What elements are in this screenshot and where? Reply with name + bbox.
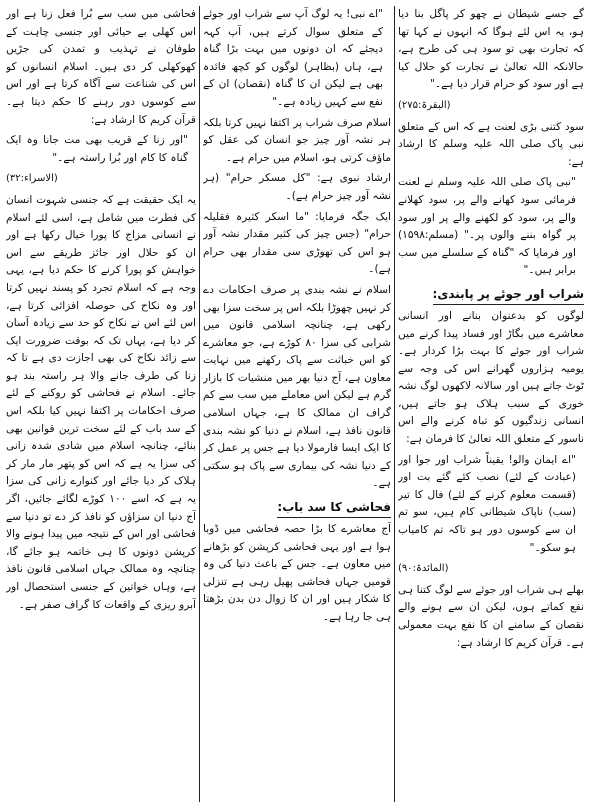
- column-divider: [199, 6, 200, 802]
- citation: (الاسراء:۳۲): [6, 173, 58, 185]
- paragraph: اسلام صرف شراب پر اکتفا نہیں کرتا بلکہ ہر نشہ آور چیز جو انسان کی عقل کو ماؤف کرتی ہو، اسلام میں حرام ہے۔: [203, 116, 391, 164]
- text-column-middle: [203, 6, 391, 804]
- paragraph: گے جسے شیطان نے چھو کر پاگل بنا دیا ہو، یہ اس لئے ہوگا کہ انہوں نے کہا تھا کہ تجارت بھی تو سود ہی کی طرح ہے، حالانکہ اللہ تعالیٰ نے تجارت کو حلال کیا ہے اور سود کو حرام قرار دیا ہے۔": [398, 8, 584, 91]
- paragraph: آج معاشرے کا بڑا حصہ فحاشی میں ڈوبا ہوا ہے اور یہی فحاشی کرپشن کو بڑھانے میں معاون ہے۔ جس کے باعث دنیا کی وہ قومیں جہاں فحاشی پھیل رہی ہے تنزلی کا شکار ہیں اور ان کا زوال دن بدن بڑھتا ہی جا رہا ہے۔: [203, 523, 391, 623]
- quotation: "اے نبی! یہ لوگ آپ سے شراب اور جوئے کے متعلق سوال کرتے ہیں، آپ کہہ دیجئے کہ ان دونوں میں بہت بڑا گناہ ہے، ہاں (بظاہر) لوگوں کو کچھ فائدہ بھی ہے لیکن ان کا گناہ (نقصان) ان کے نفع سے کہیں زیادہ ہے۔": [203, 8, 383, 108]
- paragraph: یہ ایک حقیقت ہے کہ جنسی شہوت انسان کی فطرت میں شامل ہے، اسی لئے اسلام نے انسانی مزاج کا پورا خیال رکھا ہے اور ان کو حلال اور جائز طریقے سے اس خواہش کو پورا کرنے کا حکم دیا ہے، یہی وجہ ہے کہ اسلام تجرد کو پسند نہیں کرتا اور وہ نکاح کی حوصلہ افزائی کرتا ہے، اس لئے اس نے نکاح کو حد سے زیادہ آسان کر دیا ہے، یہاں تک کہ بوقت ضرورت ایک سے زائد نکاح کی بھی اجازت دی ہے تا کہ زنا کی طرف جانے والا ہر راستہ بند ہو جائے۔ اسلام نے فحاشی کو روکنے کے لئے صرف احکامات پر اکتفا نہیں کیا بلکہ اس کے سد باب کے لئے سخت ترین قوانین بھی بنائے، چنانچہ اسلام میں شادی شدہ زانی کی سزا یہ ہے کہ اس کو پتھر مار مار کر ہلاک کر دیا جائے اور کنوارے زانی کی سزا یہ ہے کہ اسے ۱۰۰ کوڑے لگائے جائیں، اگر آج دنیا ان سزاؤں کو نافذ کر دے تو دنیا سے فحاشی اور اس کے نتیجہ میں پیدا ہونے والا کرپشن دونوں کا ہی خاتمہ ہو جائے گا، چنانچہ وہ ممالک جہاں اسلامی قانون نافذ ہے، وہاں خواتین کے جنسی استحصال اور آبرو ریزی کے واقعات کا گراف صفر ہے۔: [6, 193, 196, 611]
- paragraph: سود کتنی بڑی لعنت ہے کہ اس کے متعلق نبی پاک صلی اللہ علیہ وسلم کا ارشاد ہے:: [398, 120, 584, 168]
- section-heading: شراب اور جوئے پر پابندی:: [433, 285, 584, 305]
- text-column-left: [6, 6, 196, 804]
- quotation: "اور زنا کے قریب بھی مت جانا وہ ایک گناہ کا کام اور بُرا راستہ ہے۔": [6, 134, 188, 164]
- paragraph: لوگوں کو بدعنوان بنانے اور انسانی معاشرے میں بگاڑ اور فساد پیدا کرنے میں شراب اور جوئے کا بہت بڑا کردار ہے۔ یومیہ ہزاروں گھرانے اس کی وجہ سے ٹوٹ جاتے ہیں اور سالانہ لاکھوں لوگ نشہ خوری کے سبب ہلاک ہو جاتے ہیں، انسانی زندگیوں کو تباہ کرنے والے اس ناسور کے متعلق اللہ تعالیٰ کا فرمان ہے:: [398, 309, 584, 446]
- citation: (المائدۃ:۹۰): [398, 563, 449, 575]
- citation: (البقرۃ:۲۷۵): [398, 99, 451, 111]
- paragraph: بھلے ہی شراب اور جوئے سے لوگ کتنا ہی نفع کماتے ہوں، لیکن ان سے ہونے والے نقصان کے سامنے ان کا نفع بہت معمولی ہے۔ قرآن کریم کا ارشاد ہے:: [398, 583, 584, 649]
- paragraph: ارشاد نبوی ہے: "کل مسکر حرام" (ہر نشہ آور چیز حرام ہے)۔: [203, 172, 391, 202]
- paragraph: اسلام نے نشہ بندی پر صرف احکامات دے کر نہیں چھوڑا بلکہ اس پر سخت سزا بھی رکھی ہے، چنانچہ اسلامی قانون میں شرابی کی سزا ۸۰ کوڑے ہے، جو معاشرے کو اس خباثت سے پاک رکھنے میں نہایت معاون ہے، آج دنیا بھر میں منشیات کا بازار گرم ہے لیکن اس معاملے میں سب سے کم گراف ان ممالک کا ہے، جہاں اسلامی قانون نافذ ہے، اسلام نے دنیا کو نشہ بندی کا ایک ایسا فارمولا دیا ہے جس پر عمل کر کے دنیا نشہ کی بیماری سے پاک ہو سکتی ہے۔: [203, 283, 391, 490]
- column-divider: [394, 6, 395, 802]
- quotation: "اے ایمان والو! یقیناً شراب اور جوا اور (عبادت کے لئے) نصب کئے گئے بت اور (قسمت معلوم کرنے کے لئے) فال کا تیر (سب) ناپاک شیطانی کام ہیں، سو تم ان سے کوسوں دور ہو تاکہ تم کامیاب ہو سکو۔": [398, 453, 576, 554]
- section-heading: فحاشی کا سد باب:: [277, 498, 391, 518]
- paragraph: فحاشی میں سب سے بُرا فعل زنا ہے اور اس کھلی بے حیائی اور جنسی چاہت کے طوفان نے تہذیب و تمدن کی جڑیں کھوکھلی کر دی ہیں۔ اسلام انسانوں کو اس کی شناعت سے آگاہ کرتا ہے اور اس سے کوسوں دور رہنے کا حکم دیتا ہے۔ قرآن کریم کا ارشاد ہے:: [6, 8, 196, 126]
- paragraph: ایک جگہ فرمایا: "ما اسکر کثیرہ فقلیلہ حرام" (جس چیز کی کثیر مقدار نشہ آور ہو اس کی تھوڑی سی مقدار بھی حرام ہے)۔: [203, 210, 391, 276]
- text-column-right: [398, 6, 584, 804]
- quotation: "نبی پاک صلی اللہ علیہ وسلم نے لعنت فرمائی سود کھانے والے پر، سود کھلانے والے پر، سود کو لکھنے والے پر اور سود پر گواہ بننے والوں پر۔" (مسلم:۱۵۹۸) اور فرمایا کہ "گناہ کے سلسلے میں سب برابر ہیں۔": [398, 176, 576, 277]
